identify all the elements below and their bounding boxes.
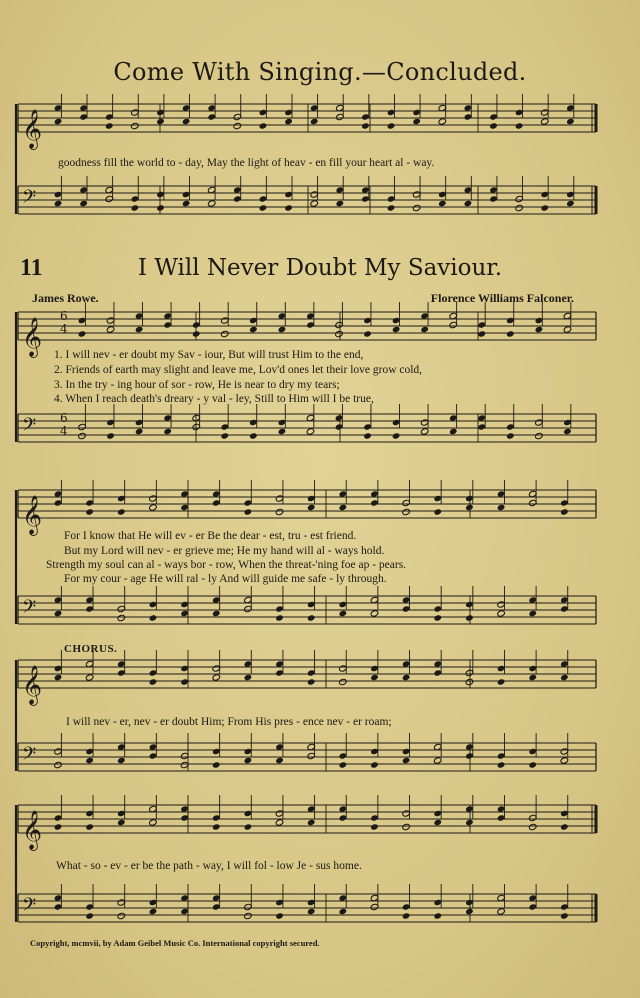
clef-icon: 𝄞 [22,109,43,149]
note-head [85,757,94,764]
lyric-line: goodness fill the world to - day, May the light of heav - en fill your heart al - way. [58,157,435,169]
note-head [244,823,253,830]
note-head [106,432,115,439]
note-head [117,757,126,764]
note-head [339,678,348,685]
note-head [212,823,221,830]
note-head [249,432,258,439]
note-head [339,504,348,511]
note-head [336,200,345,207]
note-head [478,330,487,337]
verse-line: For my cour - age He will ral - ly And will guide me safe - ly through. [64,573,387,585]
clef-icon: 𝄞 [22,810,43,850]
note-head [563,428,572,435]
note-head [560,508,569,515]
note-head [412,204,421,211]
note-head [465,504,474,511]
note-head [528,610,537,617]
clef-icon: 𝄞 [22,495,43,535]
clef-icon: 𝄢 [22,415,37,440]
verse-line: But my Lord will nev - er grieve me; He my hand will al - ways hold. [64,545,385,557]
composer-credit: Florence Williams Falconer. [430,291,574,305]
note-head [535,326,544,333]
note-head [497,678,506,685]
note-head [135,326,144,333]
note-head [420,326,429,333]
note-head [54,761,63,768]
note-head [149,614,158,621]
clef-icon: 𝄞 [22,317,43,357]
note-head [135,428,144,435]
note-head [370,823,379,830]
note-head [275,912,284,919]
note-head [156,204,165,211]
note-head [54,823,63,830]
note-head [506,330,515,337]
note-head [540,118,549,125]
note-head [310,118,319,125]
clef-icon: 𝄞 [22,665,43,705]
hymn-title-concluded: Come With Singing.—Concluded. [113,58,527,86]
note-head [363,432,372,439]
clef-icon: 𝄢 [22,744,37,769]
note-head [528,823,537,830]
note-head [497,504,506,511]
note-head [131,122,140,129]
note-head [212,674,221,681]
note-head [465,819,474,826]
note-head [497,908,506,915]
note-head [117,614,126,621]
note-head [249,326,258,333]
note-head [306,428,315,435]
note-head [497,610,506,617]
note-head [106,326,115,333]
verse-line: 1. I will nev - er doubt my Sav - iour, But will trust Him to the end, [54,349,364,361]
clef-icon: 6 [60,411,68,425]
note-head [105,122,114,129]
note-head [275,614,284,621]
note-head [221,330,230,337]
note-head [212,761,221,768]
note-head [278,326,287,333]
note-head [284,204,293,211]
copyright-notice: Copyright, mcmvii, by Adam Geibel Music Co. International copyright secured. [30,938,320,948]
note-head [278,428,287,435]
verse-line: 4. When I reach death's dreary - y val - ley, Still to Him will I be true, [54,393,374,405]
note-head [392,432,401,439]
note-head [259,122,268,129]
note-head [307,678,316,685]
note-head [566,200,575,207]
note-head [535,432,544,439]
note-head [363,330,372,337]
note-head [560,823,569,830]
note-head [244,674,253,681]
note-head [233,122,242,129]
note-head [275,757,284,764]
note-head [339,610,348,617]
note-head [310,200,319,207]
note-head [387,122,396,129]
lyricist-credit: James Rowe. [32,291,99,305]
note-head [78,432,87,439]
note-head [79,200,88,207]
note-head [465,614,474,621]
note-head [117,912,126,919]
verse-line: Strength my soul can al - ways bor - row, When the threat-'ning foe ap - pears. [46,559,407,571]
clef-icon: 𝄢 [22,187,37,212]
note-head [307,819,316,826]
note-head [192,330,201,337]
note-head [370,761,379,768]
note-head [370,610,379,617]
verse-line: For I know that He will ev - er Be the dear - est, tru - est friend. [64,530,357,542]
note-head [85,823,94,830]
note-head [387,204,396,211]
note-head [420,428,429,435]
note-head [540,204,549,211]
note-head [207,200,216,207]
note-head [54,118,63,125]
note-head [433,912,442,919]
note-head [433,819,442,826]
note-head [402,823,411,830]
note-head [566,118,575,125]
note-head [402,508,411,515]
verse-line: 3. In the try - ing hour of sor - row, He is near to dry my tears; [54,379,340,391]
hymn-title: I Will Never Doubt My Saviour. [137,255,503,281]
note-head [489,122,498,129]
note-head [402,674,411,681]
note-head [392,326,401,333]
note-head [259,204,268,211]
note-head [563,326,572,333]
note-head [117,819,126,826]
note-head [402,757,411,764]
note-head [560,674,569,681]
note-head [506,432,515,439]
note-head [149,908,158,915]
note-head [54,674,63,681]
verse-line: 2. Friends of earth may slight and leave me, Lov'd ones let their love grow cold, [54,364,423,376]
note-head [131,204,140,211]
hymn-number: 11 [20,255,43,281]
note-head [370,674,379,681]
note-head [182,118,191,125]
note-head [335,330,344,337]
clef-icon: 𝄢 [22,895,37,920]
note-head [163,428,172,435]
chorus-label: CHORUS. [64,643,118,655]
note-head [156,118,165,125]
note-head [149,504,158,511]
note-head [528,761,537,768]
note-head [515,204,524,211]
note-head [85,508,94,515]
note-head [361,122,370,129]
note-head [244,912,253,919]
clef-icon: 4 [60,424,68,438]
note-head [438,200,447,207]
note-head [528,674,537,681]
note-head [465,908,474,915]
note-head [149,819,158,826]
chorus-line: What - so - ev - er be the path - way, I will fol - low Je - sus home. [56,860,362,872]
note-head [244,757,253,764]
note-head [244,508,253,515]
note-head [438,118,447,125]
note-head [85,674,94,681]
note-head [54,610,63,617]
note-head [275,819,284,826]
chorus-line: I will nev - er, nev - er doubt Him; From His pres - ence nev - er roam; [66,716,392,728]
note-head [117,508,126,515]
note-head [85,912,94,919]
note-head [221,432,230,439]
clef-icon: 𝄢 [22,597,37,622]
note-head [307,614,316,621]
note-head [275,508,284,515]
note-head [560,912,569,919]
note-head [339,761,348,768]
note-head [433,757,442,764]
note-head [78,330,87,337]
note-head [449,428,458,435]
note-head [149,678,158,685]
note-head [284,118,293,125]
note-head [339,908,348,915]
note-head [515,122,524,129]
note-head [560,757,569,764]
note-head [402,912,411,919]
note-head [212,610,221,617]
note-head [307,504,316,511]
note-head [412,118,421,125]
note-head [182,200,191,207]
note-head [307,908,316,915]
note-head [54,200,63,207]
clef-icon: 6 [60,309,68,323]
note-head [433,508,442,515]
note-head [464,200,473,207]
note-head [497,761,506,768]
note-head [465,678,474,685]
note-head [433,614,442,621]
clef-icon: 4 [60,322,68,336]
